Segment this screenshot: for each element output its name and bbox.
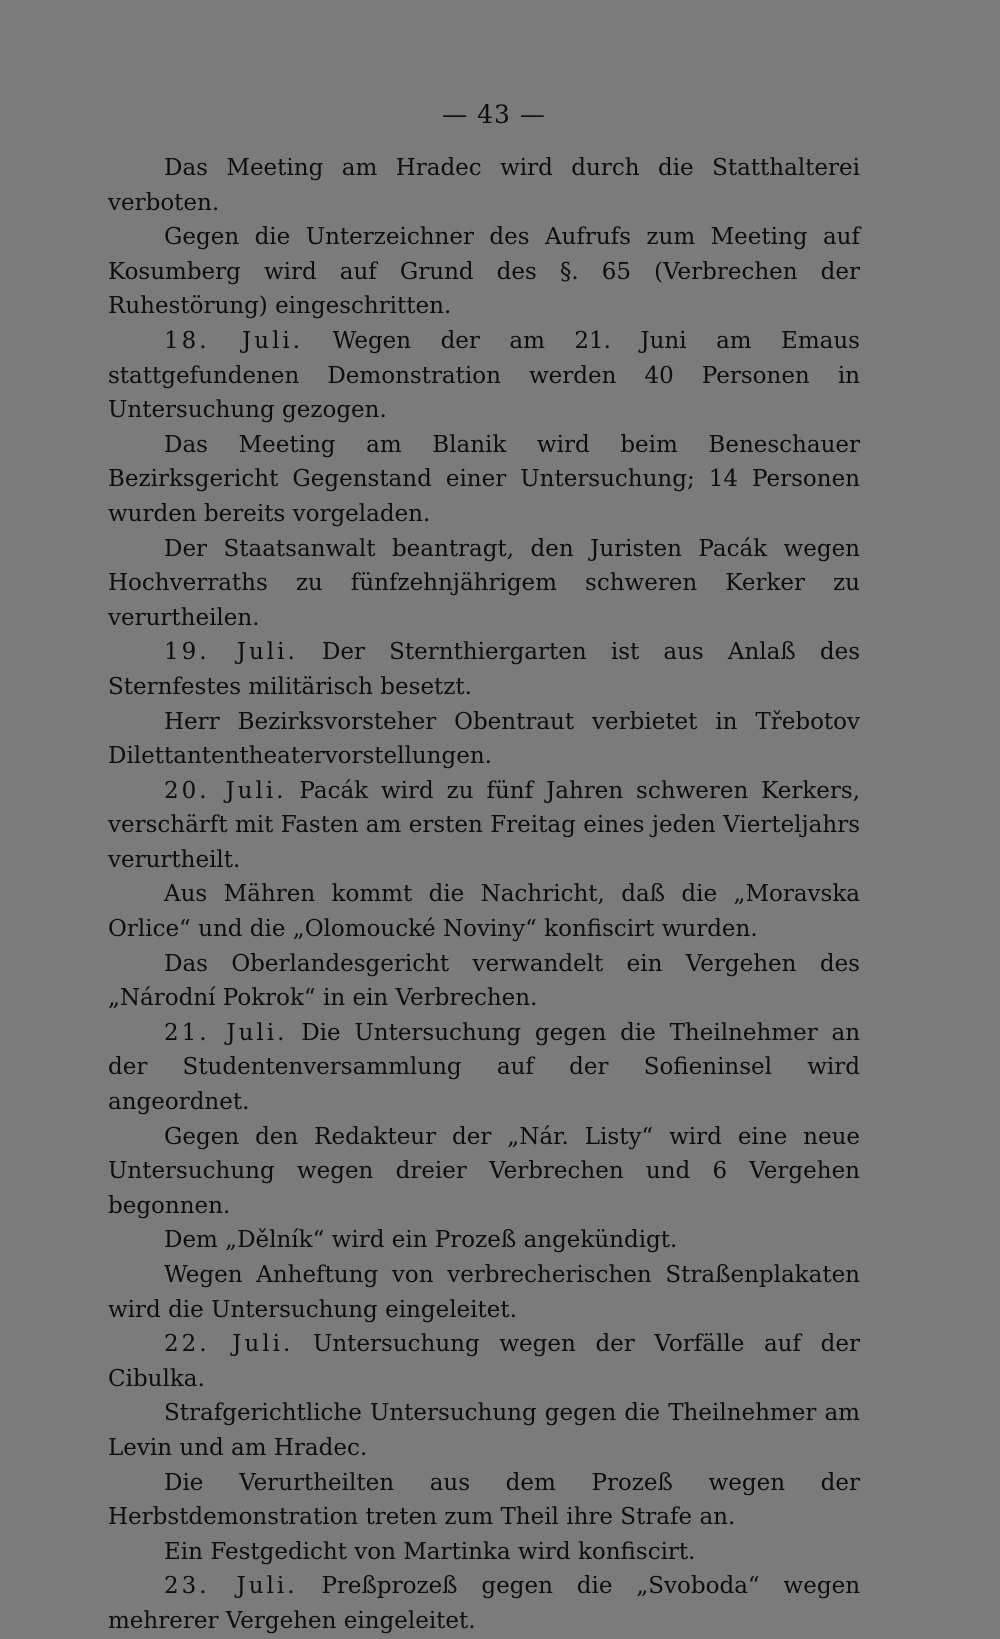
paragraph-text: Ein Festgedicht von Martinka wird konfiscirt. bbox=[164, 1538, 696, 1565]
paragraph bbox=[108, 428, 860, 532]
date-label: 22. Juli. bbox=[164, 1331, 294, 1358]
paragraph bbox=[108, 1466, 860, 1535]
paragraph-text: Das Meeting am Hradec wird durch die Statthalterei verboten. bbox=[108, 155, 860, 216]
page-number: — 43 — bbox=[442, 100, 546, 129]
date-label: 20. Juli. bbox=[164, 777, 287, 804]
book-page bbox=[108, 100, 860, 1639]
date-label: 19. Juli. bbox=[164, 639, 298, 666]
paragraph-text: Wegen Anheftung von verbrecherischen Straßenplakaten wird die Untersuchung eingeleitet. bbox=[108, 1262, 860, 1323]
date-label: 21. Juli. bbox=[164, 1019, 288, 1046]
paragraph bbox=[108, 532, 860, 636]
paragraph bbox=[108, 220, 860, 324]
paragraph bbox=[108, 1120, 860, 1224]
paragraph-text: Dem „Dělník“ wird ein Prozeß angekündigt. bbox=[164, 1227, 678, 1254]
paragraph-text: Der Sternthiergarten ist aus Anlaß des Sternfestes militärisch besetzt. bbox=[108, 639, 861, 700]
date-label: 23. Juli. bbox=[164, 1573, 298, 1600]
paragraph-text: Das Oberlandesgericht verwandelt ein Vergehen des „Národní Pokrok“ in ein Verbrechen. bbox=[108, 950, 860, 1012]
paragraph bbox=[108, 1327, 860, 1396]
paragraph bbox=[108, 635, 860, 704]
paragraph-text: Herr Bezirksvorsteher Obentraut verbietet in Třebotov Dilettantentheatervorstellungen. bbox=[108, 708, 860, 770]
paragraph bbox=[108, 1258, 860, 1327]
paragraph-text: Gegen die Unterzeichner des Aufrufs zum Meeting auf Kosumberg wird auf Grund des §. 65 (Verbrechen der Ruhestörung) eingeschritten. bbox=[108, 224, 860, 320]
paragraph-text: Die Untersuchung gegen die Theilnehmer an der Studentenversammlung auf der Sofieninsel wird angeordnet. bbox=[108, 1019, 861, 1116]
paragraph-text: Strafgerichtliche Untersuchung gegen die Theilnehmer am Levin und am Hradec. bbox=[108, 1400, 860, 1461]
paragraph-text: Aus Mähren kommt die Nachricht, daß die „Moravska Orlice“ und die „Olomoucké Noviny“ konfiscirt wurden. bbox=[108, 881, 860, 943]
paragraph bbox=[108, 705, 860, 774]
paragraph bbox=[108, 1396, 860, 1465]
paragraph bbox=[108, 1223, 860, 1258]
paragraph bbox=[108, 1016, 860, 1120]
paragraph bbox=[108, 324, 860, 428]
paragraph bbox=[108, 1569, 860, 1638]
paragraph-text: Das Meeting am Blanik wird beim Beneschauer Bezirksgericht Gegenstand einer Untersuchung; 14 Personen wurden bereits vorgeladen. bbox=[108, 431, 860, 527]
paragraph bbox=[108, 877, 860, 946]
paragraph-text: Pacák wird zu fünf Jahren schweren Kerkers, verschärft mit Fasten am ersten Freitag eines jeden Vierteljahrs verurtheilt. bbox=[108, 777, 860, 873]
paragraph-text: Preßprozeß gegen die „Svoboda“ wegen mehrerer Vergehen eingeleitet. bbox=[108, 1573, 861, 1634]
paragraph bbox=[108, 774, 860, 878]
paragraph bbox=[108, 947, 860, 1016]
paragraph-text: Die Verurtheilten aus dem Prozeß wegen der Herbstdemonstration treten zum Theil ihre Strafe an. bbox=[108, 1469, 860, 1531]
paragraph-text: Wegen der am 21. Juni am Emaus stattgefundenen Demonstration werden 40 Personen in Untersuchung gezogen. bbox=[108, 327, 860, 424]
paragraph-text: Der Staatsanwalt beantragt, den Juristen Pacák wegen Hochverraths zu fünfzehnjährigem schweren Kerker zu verurtheilen. bbox=[108, 535, 860, 631]
date-label: 18. Juli. bbox=[164, 327, 304, 354]
paragraph bbox=[108, 151, 860, 220]
paragraph-text: Untersuchung wegen der Vorfälle auf der Cibulka. bbox=[108, 1331, 861, 1392]
paragraph bbox=[108, 1535, 860, 1570]
paragraph-text: Gegen den Redakteur der „Nár. Listy“ wird eine neue Untersuchung wegen dreier Verbrechen und 6 Vergehen begonnen. bbox=[108, 1123, 860, 1219]
